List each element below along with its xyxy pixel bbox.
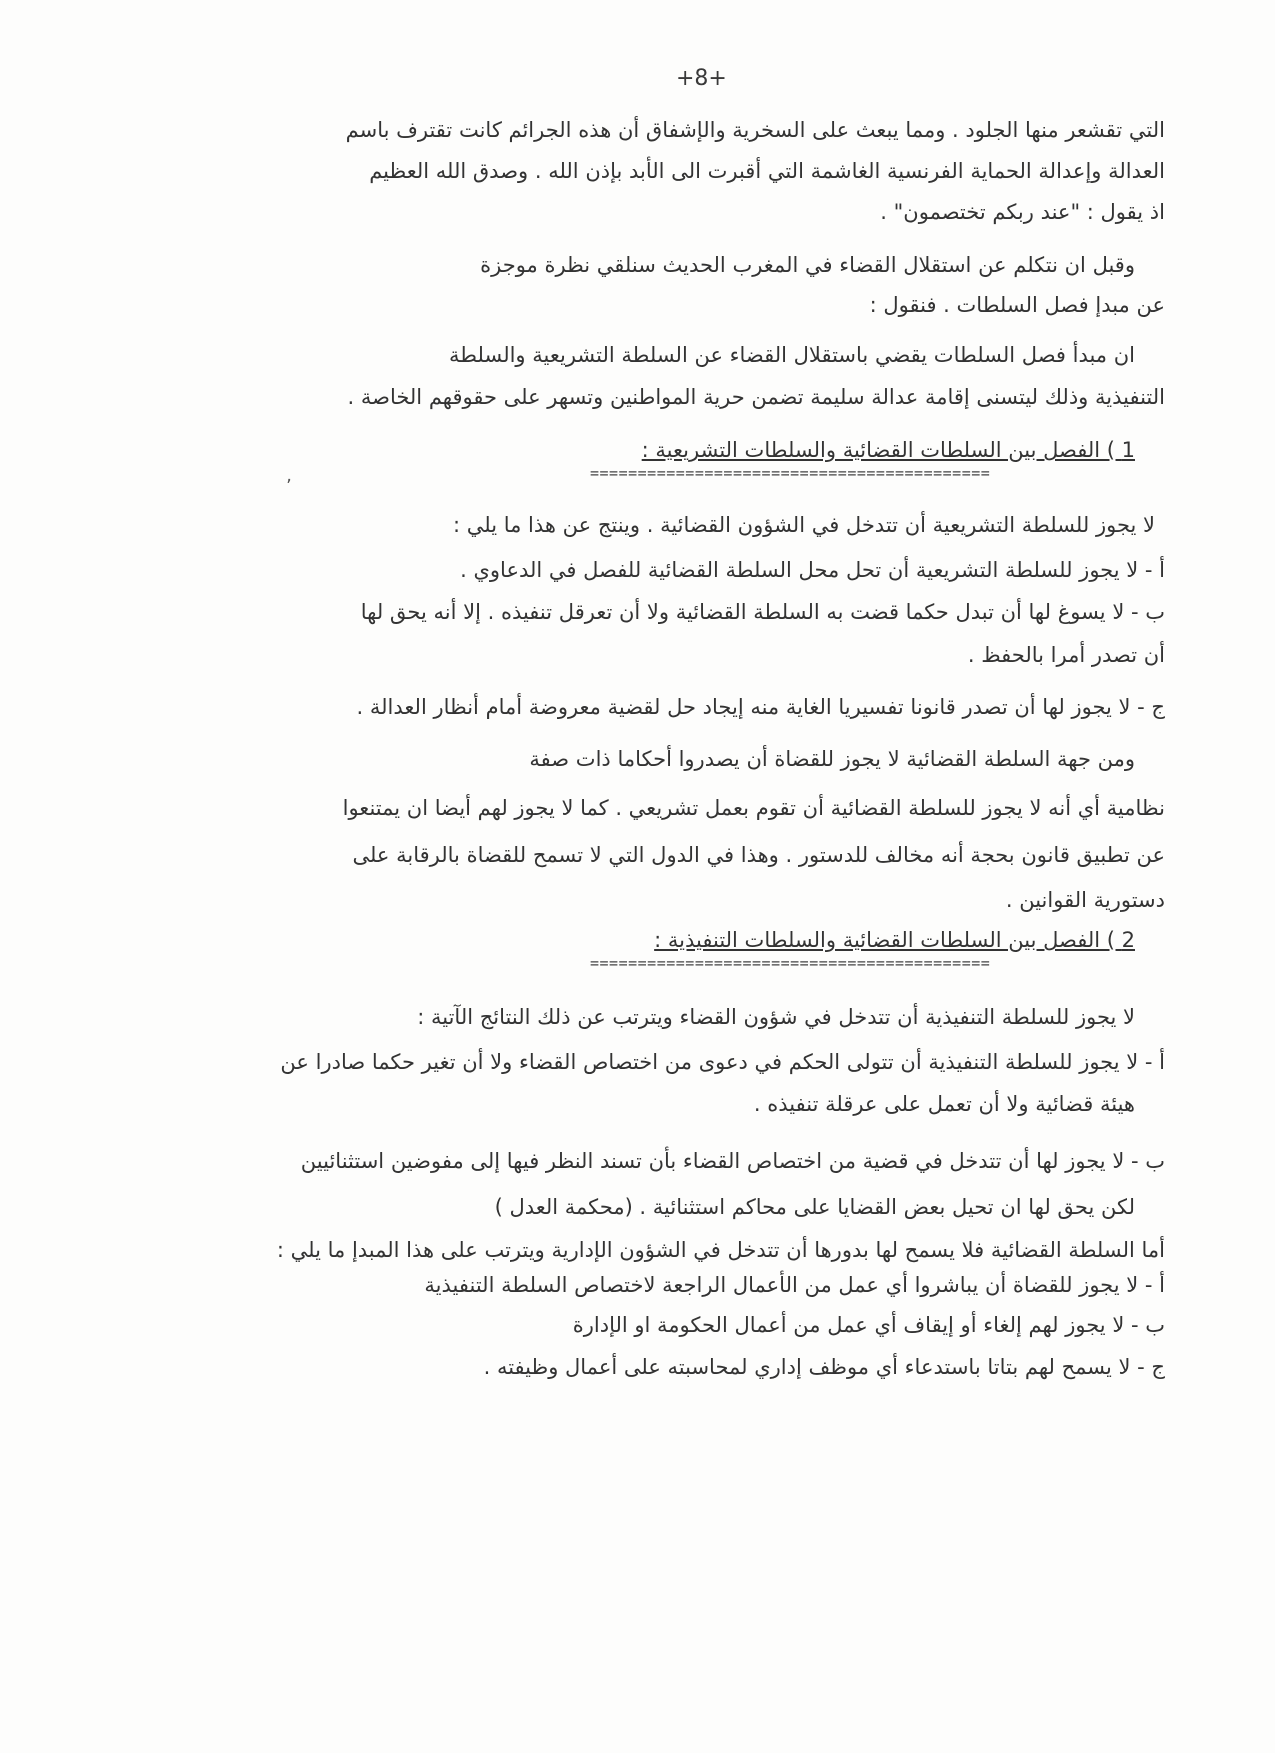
stray-mark: ٬ bbox=[286, 476, 292, 497]
text-line: اذ يقول : "عند ربكم تختصمون" . bbox=[880, 200, 1165, 224]
text-line: ج - لا يجوز لها أن تصدر قانونا تفسيريا الغاية منه إيجاد حل لقضية معروضة أمام أنظار العدالة . bbox=[356, 695, 1165, 719]
text-line: وقبل ان نتكلم عن استقلال القضاء في المغرب الحديث سنلقي نظرة موجزة bbox=[480, 253, 1135, 277]
section-heading-2: 2 ) الفصل بين السلطات القضائية والسلطات التنفيذية : bbox=[654, 928, 1135, 952]
text-line: نظامية أي أنه لا يجوز للسلطة القضائية أن تقوم بعمل تشريعي . كما لا يجوز لهم أيضا ان يمتنعوا bbox=[342, 796, 1165, 820]
text-line: لا يجوز للسلطة التشريعية أن تتدخل في الشؤون القضائية . وينتج عن هذا ما يلي : bbox=[452, 513, 1155, 537]
section-heading-1: 1 ) الفصل بين السلطات القضائية والسلطات التشريعية : bbox=[641, 438, 1135, 462]
text-line: التنفيذية وذلك ليتسنى إقامة عدالة سليمة تضمن حرية المواطنين وتسهر على حقوقهم الخاصة . bbox=[347, 385, 1165, 409]
text-line: أ - لا يجوز للسلطة التنفيذية أن تتولى الحكم في دعوى من اختصاص القضاء ولا أن تغير حكما صادرا عن bbox=[280, 1050, 1165, 1074]
text-line: ومن جهة السلطة القضائية لا يجوز للقضاة أن يصدروا أحكاما ذات صفة bbox=[529, 747, 1135, 771]
text-line: ب - لا يجوز لهم إلغاء أو إيقاف أي عمل من أعمال الحكومة او الإدارة bbox=[572, 1313, 1165, 1337]
text-line: لا يجوز للسلطة التنفيذية أن تتدخل في شؤون القضاء ويترتب عن ذلك النتائج الآتية : bbox=[417, 1005, 1135, 1029]
double-underline-rule: ========================================== bbox=[590, 464, 991, 482]
text-line: لكن يحق لها ان تحيل بعض القضايا على محاكم استثنائية . (محكمة العدل ) bbox=[494, 1195, 1135, 1219]
text-line: العدالة وإعدالة الحماية الفرنسية الغاشمة التي أقبرت الى الأبد بإذن الله . وصدق الله العظيم bbox=[369, 159, 1165, 183]
text-line: ب - لا يجوز لها أن تتدخل في قضية من اختصاص القضاء بأن تسند النظر فيها إلى مفوضين استثنائيين bbox=[300, 1149, 1165, 1173]
double-underline-rule: ========================================== bbox=[590, 954, 991, 972]
page-number: +8+ bbox=[676, 66, 727, 91]
text-line: هيئة قضائية ولا أن تعمل على عرقلة تنفيذه . bbox=[753, 1092, 1135, 1116]
text-line: أ - لا يجوز للسلطة التشريعية أن تحل محل السلطة القضائية للفصل في الدعاوي . bbox=[460, 558, 1165, 582]
text-line: أ - لا يجوز للقضاة أن يباشروا أي عمل من الأعمال الراجعة لاختصاص السلطة التنفيذية bbox=[424, 1273, 1165, 1297]
text-line: أما السلطة القضائية فلا يسمح لها بدورها أن تتدخل في الشؤون الإدارية ويترتب على هذا المبدإ ما يلي : bbox=[276, 1238, 1165, 1262]
text-line: التي تقشعر منها الجلود . ومما يبعث على السخرية والإشفاق أن هذه الجرائم كانت تقترف باسم bbox=[345, 118, 1165, 142]
text-line: دستورية القوانين . bbox=[1005, 888, 1165, 912]
text-line: أن تصدر أمرا بالحفظ . bbox=[967, 643, 1165, 667]
text-line: ج - لا يسمح لهم بتاتا باستدعاء أي موظف إداري لمحاسبته على أعمال وظيفته . bbox=[483, 1355, 1165, 1379]
text-line: عن مبدإ فصل السلطات . فنقول : bbox=[869, 293, 1165, 317]
text-line: ان مبدأ فصل السلطات يقضي باستقلال القضاء عن السلطة التشريعية والسلطة bbox=[449, 343, 1135, 367]
text-line: عن تطبيق قانون بحجة أنه مخالف للدستور . وهذا في الدول التي لا تسمح للقضاة بالرقابة على bbox=[352, 843, 1165, 867]
text-line: ب - لا يسوغ لها أن تبدل حكما قضت به السلطة القضائية ولا أن تعرقل تنفيذه . إلا أنه يحق لها bbox=[360, 600, 1165, 624]
